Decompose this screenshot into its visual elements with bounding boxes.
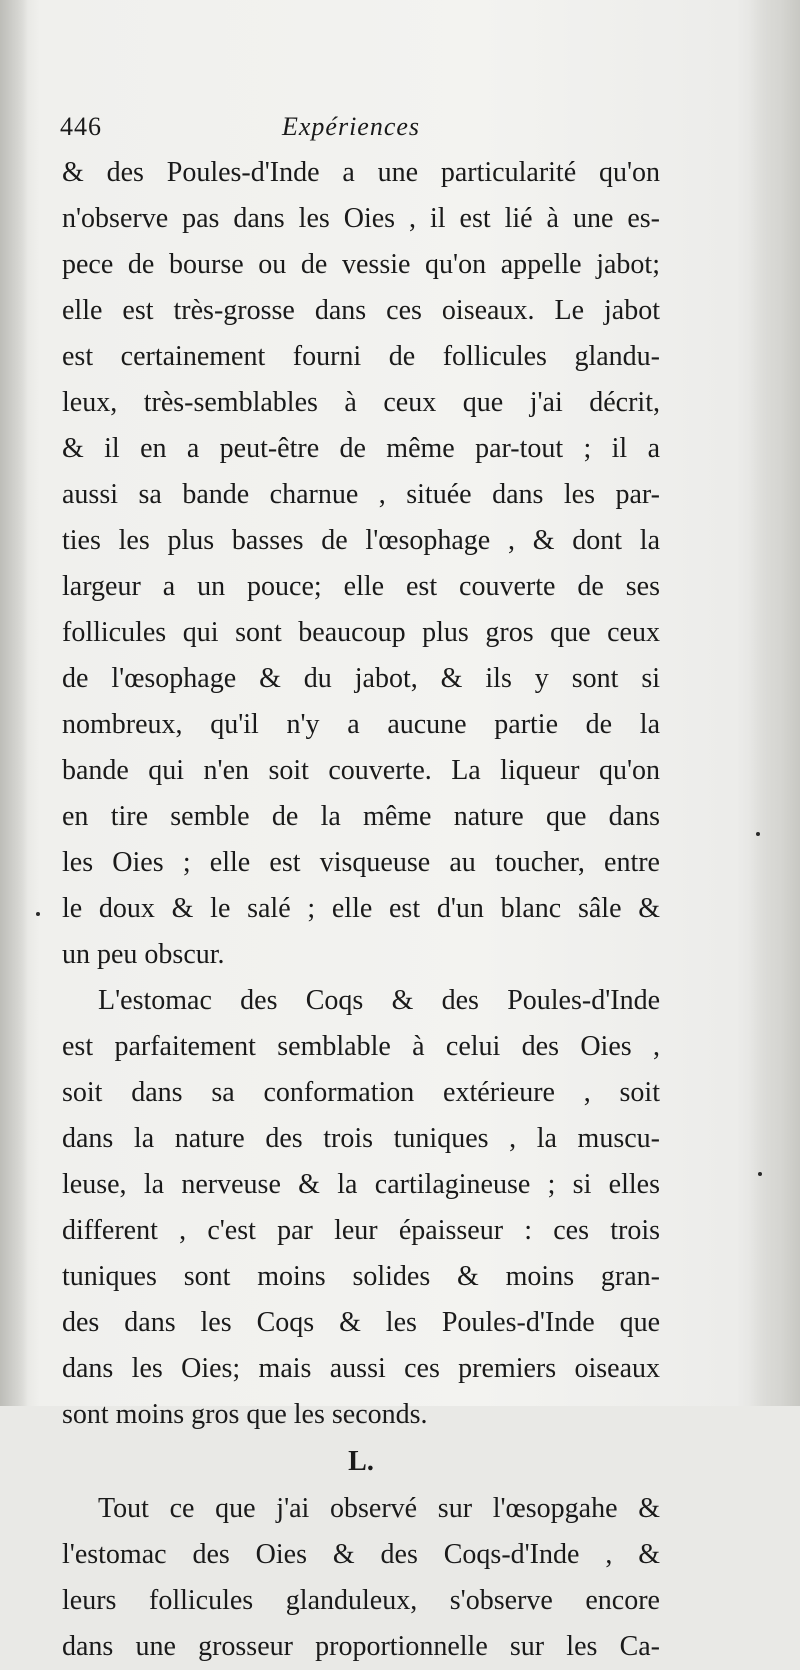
ink-spot xyxy=(756,832,760,836)
text-line: tuniques sont moins solides & moins gran- xyxy=(62,1261,660,1292)
text-line: est certainement fourni de follicules glandu- xyxy=(62,341,660,372)
text-line: elle est très-grosse dans ces oiseaux. Le jabot xyxy=(62,295,660,326)
text-line: dans une grosseur proportionnelle sur les Ca- xyxy=(62,1631,660,1662)
text-line: le doux & le salé ; elle est d'un blanc sâle & xyxy=(62,893,660,924)
section-heading: L. xyxy=(348,1446,374,1477)
text-line: L'estomac des Coqs & des Poules-d'Inde xyxy=(98,985,660,1016)
text-line: aussi sa bande charnue , située dans les par- xyxy=(62,479,660,510)
page-header xyxy=(60,112,480,152)
text-line: l'estomac des Oies & des Coqs-d'Inde , & xyxy=(62,1539,660,1570)
ink-spot xyxy=(758,1172,762,1176)
text-line: follicules qui sont beaucoup plus gros que ceux xyxy=(62,617,660,648)
page-gutter-shadow xyxy=(0,0,28,1406)
text-line: soit dans sa conformation extérieure , soit xyxy=(62,1077,660,1108)
text-line: different , c'est par leur épaisseur : ces trois xyxy=(62,1215,660,1246)
text-line: & il en a peut-être de même par-tout ; il a xyxy=(62,433,660,464)
text-line: nombreux, qu'il n'y a aucune partie de la xyxy=(62,709,660,740)
text-line: des dans les Coqs & les Poules-d'Inde que xyxy=(62,1307,660,1338)
text-line: leurs follicules glanduleux, s'observe encore xyxy=(62,1585,660,1616)
text-line: est parfaitement semblable à celui des Oies , xyxy=(62,1031,660,1062)
text-line: largeur a un pouce; elle est couverte de ses xyxy=(62,571,660,602)
text-line: les Oies ; elle est visqueuse au toucher, entre xyxy=(62,847,660,878)
text-line: Tout ce que j'ai observé sur l'œsopgahe & xyxy=(98,1493,660,1524)
text-line: un peu obscur. xyxy=(62,939,225,970)
text-line: de l'œsophage & du jabot, & ils y sont si xyxy=(62,663,660,694)
text-line: sont moins gros que les seconds. xyxy=(62,1399,428,1430)
text-line: leuse, la nerveuse & la cartilagineuse ; si elles xyxy=(62,1169,660,1200)
text-line: leux, très-semblables à ceux que j'ai décrit, xyxy=(62,387,660,418)
text-line: pece de bourse ou de vessie qu'on appelle jabot; xyxy=(62,249,660,280)
text-line: n'observe pas dans les Oies , il est lié à une es- xyxy=(62,203,660,234)
text-line: ties les plus basses de l'œsophage , & dont la xyxy=(62,525,660,556)
text-line: & des Poules-d'Inde a une particularité qu'on xyxy=(62,157,660,188)
text-line: en tire semble de la même nature que dans xyxy=(62,801,660,832)
running-title: Expériences xyxy=(282,112,421,141)
text-line: dans les Oies; mais aussi ces premiers oiseaux xyxy=(62,1353,660,1384)
page-edge-shadow xyxy=(750,0,800,1406)
text-line: dans la nature des trois tuniques , la muscu- xyxy=(62,1123,660,1154)
ink-spot xyxy=(36,912,40,916)
page-number: 446 xyxy=(60,112,102,141)
body-text xyxy=(62,150,660,1670)
text-line: bande qui n'en soit couverte. La liqueur qu'on xyxy=(62,755,660,786)
